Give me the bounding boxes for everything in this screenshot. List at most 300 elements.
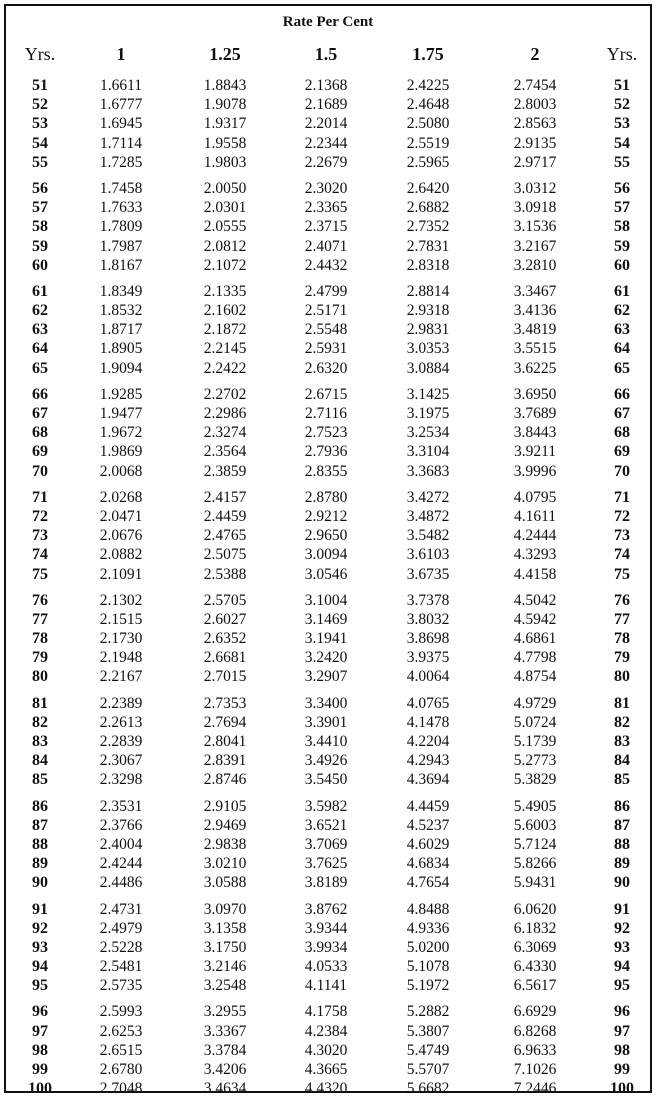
value-cell: 2.0471 [99, 507, 143, 525]
year-cell-left: 93 [32, 938, 48, 956]
value-cell: 2.9318 [406, 302, 450, 320]
row-group [12, 282, 654, 378]
value-cell: 2.9838 [203, 835, 247, 853]
value-cell: 1.7809 [99, 218, 143, 236]
value-cell: 3.4926 [304, 752, 348, 770]
year-cell-left: 58 [32, 218, 48, 236]
year-cell-left: 75 [32, 565, 48, 583]
year-cell-left: 98 [32, 1041, 48, 1059]
value-cell: 6.9633 [513, 1041, 557, 1059]
value-cell: 6.4330 [513, 958, 557, 976]
year-cell-left: 87 [32, 816, 48, 834]
year-cell-right: 60 [614, 256, 630, 274]
year-cell-right: 55 [614, 153, 630, 171]
value-cell: 2.9105 [203, 797, 247, 815]
rate-header: 1.25 [209, 44, 241, 64]
value-cell: 3.6225 [513, 359, 557, 377]
value-cell: 2.7352 [406, 218, 450, 236]
table-row [12, 153, 654, 172]
value-cell: 3.2167 [513, 237, 557, 255]
year-cell-right: 94 [614, 958, 630, 976]
value-cell: 2.5075 [203, 546, 247, 564]
year-cell-right: 56 [614, 179, 630, 197]
table-row [12, 751, 654, 770]
value-cell: 2.1515 [99, 610, 143, 628]
value-cell: 3.4634 [203, 1080, 247, 1098]
value-cell: 3.4410 [304, 733, 348, 750]
value-cell: 3.8762 [304, 900, 348, 918]
year-cell-right: 95 [614, 977, 630, 995]
value-cell: 2.4157 [203, 488, 247, 506]
value-cell: 3.9344 [304, 919, 348, 937]
value-cell: 1.9285 [99, 385, 143, 403]
year-cell-left: 92 [32, 919, 48, 937]
value-cell: 1.7285 [99, 153, 143, 171]
value-cell: 2.9469 [203, 816, 247, 834]
year-cell-right: 98 [614, 1041, 630, 1059]
value-cell: 3.1469 [304, 610, 348, 628]
value-cell: 2.1872 [203, 321, 247, 339]
value-cell: 3.0884 [406, 359, 450, 377]
rate-header: 1.5 [314, 44, 338, 64]
value-cell: 7.1026 [513, 1061, 557, 1078]
year-cell-right: 62 [614, 302, 630, 320]
year-cell-left: 78 [32, 630, 48, 648]
year-cell-right: 97 [614, 1022, 630, 1040]
year-cell-right: 87 [614, 816, 630, 834]
value-cell: 2.2679 [304, 153, 348, 171]
value-cell: 2.5993 [99, 1003, 143, 1021]
value-cell: 2.2986 [203, 405, 247, 422]
table-row [12, 179, 654, 198]
value-cell: 2.3020 [304, 179, 348, 197]
header-row [12, 42, 654, 66]
table-row [12, 591, 654, 610]
value-cell: 3.9934 [304, 938, 348, 956]
year-cell-left: 55 [32, 153, 48, 171]
table-row [12, 694, 654, 713]
table-row [12, 1002, 654, 1021]
value-cell: 2.4979 [99, 919, 143, 937]
year-cell-right: 90 [614, 874, 630, 892]
value-cell: 1.6945 [99, 115, 143, 133]
table-row [12, 256, 654, 275]
year-cell-left: 86 [32, 797, 48, 815]
value-cell: 4.4320 [304, 1080, 348, 1098]
value-cell: 3.2548 [203, 977, 247, 995]
value-cell: 2.1072 [203, 256, 247, 274]
value-cell: 2.8780 [304, 488, 348, 506]
value-cell: 4.8754 [513, 668, 557, 686]
value-cell: 2.2014 [304, 115, 348, 133]
value-cell: 4.5042 [513, 591, 557, 609]
value-cell: 2.5481 [99, 958, 143, 976]
year-cell-left: 59 [32, 237, 48, 255]
year-cell-left: 77 [32, 610, 48, 628]
table-row [12, 797, 654, 816]
year-cell-right: 77 [614, 610, 630, 628]
value-cell: 3.1425 [406, 385, 450, 403]
value-cell: 4.1758 [304, 1003, 348, 1021]
value-cell: 3.4272 [406, 488, 450, 506]
value-cell: 1.9317 [203, 115, 247, 133]
value-cell: 2.3766 [99, 816, 143, 834]
year-cell-right: 96 [614, 1003, 630, 1021]
value-cell: 3.1536 [513, 218, 557, 236]
value-cell: 3.0094 [304, 546, 348, 564]
table-row [12, 320, 654, 339]
value-cell: 2.8318 [406, 256, 450, 274]
value-cell: 2.9135 [513, 134, 557, 152]
year-cell-left: 62 [32, 302, 48, 320]
value-cell: 3.4872 [406, 507, 450, 525]
year-cell-right: 72 [614, 507, 630, 525]
value-cell: 6.1832 [513, 919, 557, 937]
value-cell: 5.0200 [406, 938, 450, 956]
value-cell: 1.8167 [99, 256, 143, 274]
row-group [12, 385, 654, 481]
value-cell: 2.0555 [203, 218, 247, 236]
value-cell: 4.3665 [304, 1061, 348, 1078]
value-cell: 3.2534 [406, 424, 450, 442]
value-cell: 3.1358 [203, 919, 247, 937]
year-cell-right: 79 [614, 649, 630, 667]
year-cell-left: 53 [32, 115, 48, 133]
year-cell-right: 54 [614, 134, 630, 152]
table-row [12, 835, 654, 854]
value-cell: 2.4486 [99, 874, 143, 892]
value-cell: 4.6834 [406, 855, 450, 873]
value-cell: 2.5705 [203, 591, 247, 609]
year-cell-left: 79 [32, 649, 48, 667]
year-cell-right: 75 [614, 565, 630, 583]
value-cell: 3.1941 [304, 630, 348, 648]
year-cell-right: 74 [614, 546, 630, 564]
year-cell-right: 85 [614, 771, 630, 789]
value-cell: 1.7458 [99, 179, 143, 197]
value-cell: 2.4459 [203, 507, 247, 525]
year-cell-right: 52 [614, 96, 630, 114]
year-cell-left: 99 [32, 1061, 48, 1078]
year-cell-left: 100 [28, 1080, 52, 1098]
value-cell: 3.3367 [203, 1022, 247, 1040]
year-cell-left: 64 [32, 340, 48, 358]
year-cell-left: 85 [32, 771, 48, 789]
value-cell: 2.9831 [406, 321, 450, 339]
value-cell: 5.4749 [406, 1041, 450, 1059]
value-cell: 3.8189 [304, 874, 348, 892]
value-cell: 2.6780 [99, 1061, 143, 1078]
value-cell: 2.3365 [304, 199, 348, 217]
year-cell-right: 84 [614, 752, 630, 770]
value-cell: 3.9211 [513, 443, 557, 461]
year-cell-right: 70 [614, 462, 630, 480]
table-row [12, 76, 654, 95]
value-cell: 2.4432 [304, 256, 348, 274]
value-cell: 3.8443 [513, 424, 557, 442]
value-cell: 2.2389 [99, 694, 143, 712]
value-cell: 4.9729 [513, 694, 557, 712]
value-cell: 4.9336 [406, 919, 450, 937]
table-row [12, 339, 654, 358]
value-cell: 2.6515 [99, 1041, 143, 1059]
value-cell: 3.4819 [513, 321, 557, 339]
value-cell: 6.0620 [513, 900, 557, 918]
value-cell: 5.9431 [513, 874, 557, 892]
value-cell: 2.2839 [99, 733, 143, 750]
year-cell-left: 56 [32, 179, 48, 197]
value-cell: 2.7936 [304, 443, 348, 461]
table-row [12, 217, 654, 236]
table-row [12, 919, 654, 938]
value-cell: 3.2810 [513, 256, 557, 274]
value-cell: 2.3531 [99, 797, 143, 815]
value-cell: 3.0312 [513, 179, 557, 197]
year-cell-left: 57 [32, 199, 48, 217]
value-cell: 4.0064 [406, 668, 450, 686]
year-cell-left: 83 [32, 733, 48, 750]
year-cell-left: 73 [32, 527, 48, 545]
value-cell: 2.7353 [203, 694, 247, 712]
value-cell: 4.8488 [406, 900, 450, 918]
value-cell: 2.3715 [304, 218, 348, 236]
table-row [12, 95, 654, 114]
value-cell: 4.4459 [406, 797, 450, 815]
value-cell: 2.5965 [406, 153, 450, 171]
year-cell-right: 92 [614, 919, 630, 937]
value-cell: 1.7987 [99, 237, 143, 255]
year-cell-right: 100 [610, 1080, 634, 1098]
value-cell: 1.8843 [203, 77, 247, 94]
year-cell-right: 67 [614, 405, 630, 422]
year-cell-right: 86 [614, 797, 630, 815]
value-cell: 5.2773 [513, 752, 557, 770]
value-cell: 3.7689 [513, 405, 557, 422]
value-cell: 4.7654 [406, 874, 450, 892]
year-cell-right: 82 [614, 713, 630, 731]
value-cell: 2.1368 [304, 77, 348, 94]
value-cell: 4.4158 [513, 565, 557, 583]
value-cell: 2.4225 [406, 77, 450, 94]
year-cell-right: 89 [614, 855, 630, 873]
table-row [12, 507, 654, 526]
year-cell-left: 67 [32, 405, 48, 422]
value-cell: 3.7378 [406, 591, 450, 609]
value-cell: 2.6027 [203, 610, 247, 628]
value-cell: 4.3694 [406, 771, 450, 789]
value-cell: 2.9717 [513, 153, 557, 171]
value-cell: 3.3467 [513, 282, 557, 300]
value-cell: 2.8041 [203, 733, 247, 750]
table-row [12, 1022, 654, 1041]
value-cell: 2.9650 [304, 527, 348, 545]
value-cell: 2.0812 [203, 237, 247, 255]
value-cell: 1.8349 [99, 282, 143, 300]
value-cell: 2.3067 [99, 752, 143, 770]
year-cell-right: 66 [614, 385, 630, 403]
value-cell: 2.5171 [304, 302, 348, 320]
value-cell: 2.4731 [99, 900, 143, 918]
compound-interest-table [4, 4, 652, 1098]
year-cell-right: 53 [614, 115, 630, 133]
value-cell: 2.0301 [203, 199, 247, 217]
year-cell-left: 84 [32, 752, 48, 770]
value-cell: 2.7831 [406, 237, 450, 255]
value-cell: 4.2204 [406, 733, 450, 750]
value-cell: 2.0068 [99, 462, 143, 480]
year-cell-right: 99 [614, 1061, 630, 1078]
value-cell: 1.7114 [99, 134, 143, 152]
value-cell: 2.7015 [203, 668, 247, 686]
year-cell-left: 95 [32, 977, 48, 995]
value-cell: 2.3298 [99, 771, 143, 789]
years-header-right: Yrs. [606, 44, 638, 64]
value-cell: 2.3274 [203, 424, 247, 442]
year-cell-right: 63 [614, 321, 630, 339]
value-cell: 2.1091 [99, 565, 143, 583]
value-cell: 3.3104 [406, 443, 450, 461]
year-cell-left: 54 [32, 134, 48, 152]
value-cell: 3.2146 [203, 958, 247, 976]
value-cell: 4.6861 [513, 630, 557, 648]
value-cell: 3.2907 [304, 668, 348, 686]
year-cell-right: 69 [614, 443, 630, 461]
value-cell: 4.2384 [304, 1022, 348, 1040]
value-cell: 4.3293 [513, 546, 557, 564]
value-cell: 4.6029 [406, 835, 450, 853]
value-cell: 2.5931 [304, 340, 348, 358]
value-cell: 2.8355 [304, 462, 348, 480]
value-cell: 1.9094 [99, 359, 143, 377]
value-cell: 4.0795 [513, 488, 557, 506]
table-row [12, 423, 654, 442]
value-cell: 2.2344 [304, 134, 348, 152]
year-cell-left: 97 [32, 1022, 48, 1040]
value-cell: 3.7625 [304, 855, 348, 873]
table-row [12, 545, 654, 564]
table-title: Rate Per Cent [282, 14, 374, 30]
rate-header: 1 [116, 44, 126, 64]
year-cell-left: 52 [32, 96, 48, 114]
year-cell-left: 89 [32, 855, 48, 873]
value-cell: 2.7523 [304, 424, 348, 442]
value-cell: 6.3069 [513, 938, 557, 956]
value-cell: 4.1611 [513, 507, 557, 525]
value-cell: 3.0546 [304, 565, 348, 583]
value-cell: 2.1689 [304, 96, 348, 114]
value-cell: 3.5450 [304, 771, 348, 789]
value-cell: 2.5735 [99, 977, 143, 995]
year-cell-right: 83 [614, 733, 630, 750]
table-row [12, 976, 654, 995]
value-cell: 5.1739 [513, 733, 557, 750]
value-cell: 2.7048 [99, 1080, 143, 1098]
value-cell: 1.9672 [99, 424, 143, 442]
year-cell-left: 65 [32, 359, 48, 377]
value-cell: 2.0882 [99, 546, 143, 564]
table-row [12, 134, 654, 153]
value-cell: 4.2943 [406, 752, 450, 770]
year-cell-left: 72 [32, 507, 48, 525]
year-cell-right: 64 [614, 340, 630, 358]
value-cell: 4.1141 [304, 977, 348, 995]
value-cell: 5.6003 [513, 816, 557, 834]
value-cell: 4.2444 [513, 527, 557, 545]
value-cell: 1.8532 [99, 302, 143, 320]
year-cell-left: 51 [32, 77, 48, 94]
value-cell: 2.6715 [304, 385, 348, 403]
value-cell: 2.4648 [406, 96, 450, 114]
value-cell: 1.8905 [99, 340, 143, 358]
value-cell: 2.8003 [513, 96, 557, 114]
year-cell-right: 51 [614, 77, 630, 94]
table-row [12, 237, 654, 256]
value-cell: 3.3901 [304, 713, 348, 731]
value-cell: 2.3859 [203, 462, 247, 480]
value-cell: 2.4244 [99, 855, 143, 873]
value-cell: 2.1730 [99, 630, 143, 648]
value-cell: 2.2422 [203, 359, 247, 377]
value-cell: 3.0588 [203, 874, 247, 892]
value-cell: 4.7798 [513, 649, 557, 667]
value-cell: 3.5482 [406, 527, 450, 545]
value-cell: 3.0353 [406, 340, 450, 358]
table-row [12, 770, 654, 789]
value-cell: 3.5515 [513, 340, 557, 358]
value-cell: 1.8717 [99, 321, 143, 339]
year-cell-left: 60 [32, 256, 48, 274]
table-row [12, 462, 654, 481]
value-cell: 2.5548 [304, 321, 348, 339]
year-cell-right: 71 [614, 488, 630, 506]
value-cell: 5.5707 [406, 1061, 450, 1078]
row-group [12, 694, 654, 790]
year-cell-right: 59 [614, 237, 630, 255]
row-group [12, 488, 654, 584]
table-row [12, 957, 654, 976]
year-cell-left: 69 [32, 443, 48, 461]
value-cell: 2.4004 [99, 835, 143, 853]
value-cell: 3.9375 [406, 649, 450, 667]
value-cell: 3.5982 [304, 797, 348, 815]
value-cell: 3.2420 [304, 649, 348, 667]
table-row [12, 385, 654, 404]
value-cell: 2.6320 [304, 359, 348, 377]
value-cell: 2.7694 [203, 713, 247, 731]
year-cell-left: 66 [32, 385, 48, 403]
table-row [12, 816, 654, 835]
value-cell: 2.6681 [203, 649, 247, 667]
value-cell: 2.3564 [203, 443, 247, 461]
table-row [12, 854, 654, 873]
rate-header: 2 [530, 44, 540, 64]
value-cell: 3.4136 [513, 302, 557, 320]
year-cell-right: 76 [614, 591, 630, 609]
table-row [12, 648, 654, 667]
year-cell-right: 57 [614, 199, 630, 217]
value-cell: 2.4765 [203, 527, 247, 545]
value-cell: 2.1335 [203, 282, 247, 300]
value-cell: 5.7124 [513, 835, 557, 853]
value-cell: 4.5942 [513, 610, 557, 628]
year-cell-right: 91 [614, 900, 630, 918]
value-cell: 2.2702 [203, 385, 247, 403]
year-cell-left: 70 [32, 462, 48, 480]
value-cell: 4.1478 [406, 713, 450, 731]
year-cell-right: 78 [614, 630, 630, 648]
table-row [12, 442, 654, 461]
value-cell: 5.3829 [513, 771, 557, 789]
